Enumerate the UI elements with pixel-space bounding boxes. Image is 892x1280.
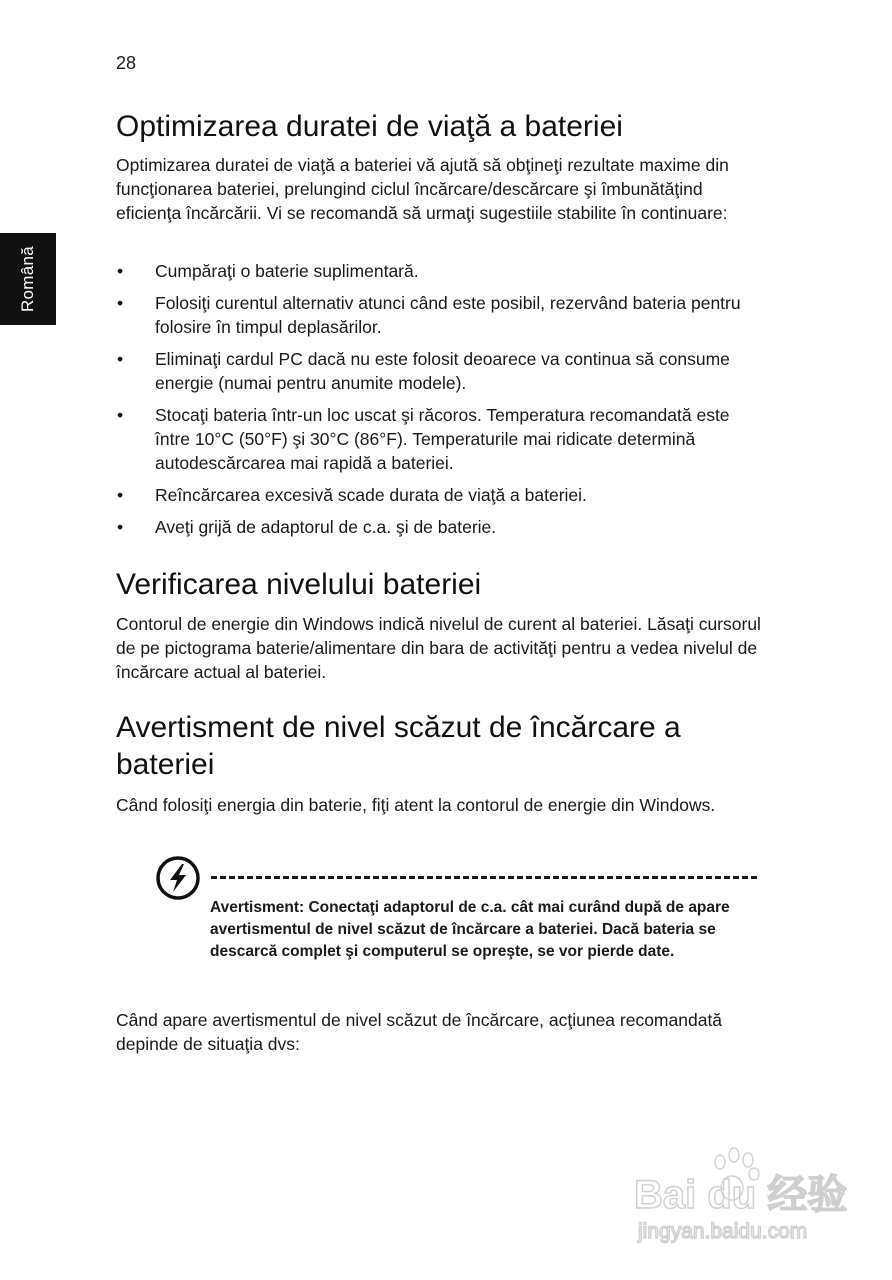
list-item: • Reîncărcarea excesivă scade durata de viaţă a bateriei. (117, 485, 587, 505)
warning-divider (211, 876, 757, 879)
section-intro-battery-life: Optimizarea duratei de viaţă a bateriei vă ajută să obţineţi rezultate maxime din funcţionarea bateriei, prelungind ciclul încărcare/descărcare şi îmbunătăţind eficienţa încărcării. Vi se recomandă să urmaţi sugestiile stabilite în continuare: (116, 155, 729, 223)
list-item: • Folosiţi curentul alternativ atunci când este posibil, rezervând bateria pentru folosire în timpul deplasărilor. (117, 293, 741, 337)
language-tab-label: Română (18, 245, 37, 313)
lightning-warning-icon (155, 855, 201, 901)
section-body-battery-level: Contorul de energie din Windows indică nivelul de curent al bateriei. Lăsaţi cursorul de pe pictograma baterie/alimentare din bara de activităţi pentru a vedea nivelul de încărcare actual al bateriei. (116, 614, 761, 682)
section-body-low-battery: Când folosiţi energia din baterie, fiţi atent la contorul de energie din Windows. (116, 795, 716, 815)
baidu-watermark (632, 1140, 852, 1250)
section-title-low-battery-line2: bateriei (116, 748, 215, 781)
list-item: • Cumpăraţi o baterie suplimentară. (117, 261, 419, 281)
section-title-low-battery-line1: Avertisment de nivel scăzut de încărcare a (116, 711, 681, 744)
language-tab (0, 233, 56, 325)
tips-list (116, 259, 761, 547)
list-item: • Aveţi grijă de adaptorul de c.a. şi de baterie. (117, 517, 497, 537)
bullet-icon: • (117, 405, 124, 425)
list-item: • Stocaţi bateria într-un loc uscat şi răcoros. Temperatura recomandată este între 10°C (50°F) şi 30°C (86°F). Temperaturile mai ridicate determină autodescărcarea mai rapidă a bateriei. (117, 405, 730, 473)
bullet-icon: • (117, 261, 124, 281)
watermark-url: jingyan.baidu.com (638, 1220, 808, 1243)
bullet-icon: • (117, 485, 124, 505)
warning-text: Avertisment: Conectaţi adaptorul de c.a. cât mai curând după de apare avertismentul de nivel scăzut de încărcare a bateriei. Dacă bateria se descarcă complet şi computerul se opreşte, se vor pierde date. (210, 899, 730, 960)
list-item: • Eliminaţi cardul PC dacă nu este folosit deoarece va continua să consume energie (numai pentru anumite modele). (117, 349, 730, 393)
page-number: 28 (116, 53, 137, 73)
section-title-battery-life: Optimizarea duratei de viaţă a bateriei (116, 110, 623, 143)
bullet-icon: • (117, 349, 124, 369)
bullet-icon: • (117, 517, 124, 537)
bullet-icon: • (117, 293, 124, 313)
low-battery-action-text: Când apare avertismentul de nivel scăzut de încărcare, acţiunea recomandată depinde de situaţia dvs: (116, 1010, 723, 1054)
section-title-battery-level: Verificarea nivelului bateriei (116, 568, 482, 601)
watermark-brand: Bai du 经验 (634, 1173, 848, 1217)
